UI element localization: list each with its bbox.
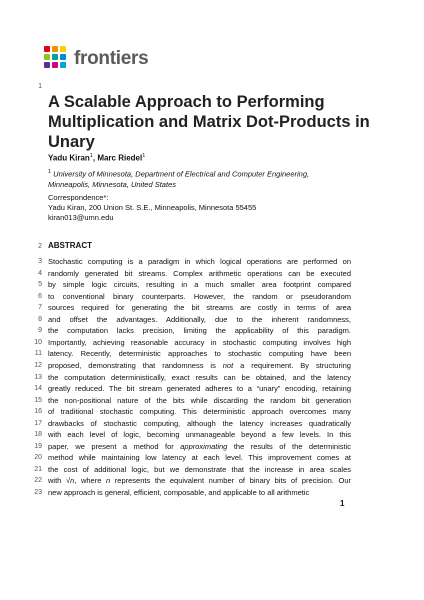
abstract-italic-text: approximating — [180, 441, 228, 451]
line-number: 10 — [34, 338, 42, 346]
abstract-line — [48, 372, 351, 384]
line-number: 7 — [38, 304, 42, 312]
line-number: 3 — [38, 258, 42, 265]
abstract-text: latency. Recently, deterministic approaches to stochastic computing have been — [48, 349, 351, 359]
abstract-text: greatly reduced. The bit stream generated adheres to a “unary” encoding, retaining — [48, 384, 351, 394]
line-number: 21 — [34, 465, 42, 473]
logo-square — [44, 54, 50, 60]
abstract-text: of traditional stochastic computing. This deterministic approach overcomes many — [48, 407, 351, 417]
logo-square — [52, 62, 58, 68]
line-number: 6 — [38, 292, 42, 300]
affiliation-marker: 1 — [48, 169, 52, 175]
line-number: 14 — [34, 385, 42, 393]
author-name: Yadu Kiran — [48, 153, 90, 163]
abstract-text: drawbacks of stochastic computing, although the latency increases quadratically — [48, 418, 351, 428]
abstract-text: the cost of additional logic, but we demonstrate that the increase in area scales — [48, 464, 351, 474]
affiliation-line-2: Minneapolis, Minnesota, United States — [48, 179, 176, 189]
correspondence-label: Correspondence*: — [48, 193, 109, 202]
line-number: 13 — [34, 373, 42, 381]
logo-square — [60, 46, 66, 52]
line-number: 15 — [34, 396, 42, 404]
logo-square — [44, 46, 50, 52]
abstract-line — [48, 314, 351, 326]
abstract-text: proposed, demonstrating that randomness is — [48, 360, 223, 370]
abstract-text: Importantly, achieving reasonable accuracy in stochastic computing involves high — [48, 337, 351, 347]
line-number: 20 — [34, 454, 42, 462]
abstract-text: the computation lacks precision, limiting the applicability of this paradigm. — [48, 326, 351, 336]
author-list — [48, 153, 145, 163]
abstract-text: paper, we present a method for — [48, 441, 181, 451]
abstract-line — [48, 441, 351, 453]
abstract-line — [48, 256, 351, 268]
line-number: 11 — [34, 350, 42, 358]
affiliation-line-1: University of Minnesota, Department of Electrical and Computer Engineering, — [53, 169, 310, 179]
abstract-italic-text: √n — [65, 476, 75, 486]
logo-square — [60, 62, 66, 68]
abstract-text: with — [48, 476, 66, 486]
logo-wordmark: frontiers — [74, 48, 149, 69]
line-number: 8 — [38, 315, 42, 323]
line-number: 17 — [34, 419, 42, 427]
frontiers-logo-mark-icon — [44, 46, 70, 72]
page-number: 1 — [340, 499, 345, 508]
affiliation — [48, 167, 368, 190]
author-name: Marc Riedel — [97, 153, 143, 163]
abstract-text: and offset the advantages. Additionally, due to the inherent randomness, — [48, 314, 351, 324]
abstract-text: to conventional binary counterparts. However, the random or pseudorandom — [48, 291, 351, 301]
author-affiliation-marker: 1 — [89, 153, 93, 159]
abstract-text: the results of the deterministic — [227, 441, 351, 451]
abstract-text: a requirement. By structuring — [233, 360, 351, 370]
abstract-italic-text: not — [222, 360, 234, 370]
line-number: 23 — [34, 489, 42, 496]
line-number: 16 — [34, 408, 42, 416]
abstract-line — [48, 429, 351, 441]
abstract-line — [48, 383, 351, 395]
abstract-line — [48, 325, 351, 337]
correspondence-email: kiran013@umn.edu — [48, 213, 114, 222]
abstract-italic-text: n — [106, 476, 111, 486]
line-number: 19 — [34, 442, 42, 450]
logo-square — [52, 46, 58, 52]
abstract-line — [48, 418, 351, 430]
line-number: 4 — [38, 269, 42, 277]
logo-square — [52, 54, 58, 60]
abstract-line — [48, 348, 351, 360]
correspondence — [48, 193, 368, 223]
abstract-text: method while maintaining low latency at each level. This improvement comes at — [48, 453, 351, 463]
abstract-text: new approach is general, efficient, composable, and applicable to all arithmetic — [48, 488, 310, 497]
line-number: 18 — [34, 431, 42, 439]
author-separator: , — [92, 153, 98, 163]
abstract-text: sources required for generating the bit streams are costly in terms of area — [48, 303, 351, 313]
paper-title: A Scalable Approach to Performing Multiplication and Matrix Dot-Products in Unary — [48, 93, 370, 151]
abstract-line — [48, 395, 351, 407]
abstract-line — [48, 487, 351, 499]
abstract-text: with each level of logic, becoming unmanageable beyond a few levels. In this — [48, 430, 351, 440]
line-number: 9 — [38, 327, 42, 335]
abstract-line — [48, 302, 351, 314]
abstract-line — [48, 464, 351, 476]
abstract-line — [48, 475, 351, 487]
abstract-text: represents the equivalent number of binary bits of precision. Our — [110, 476, 352, 486]
abstract-line — [48, 360, 351, 372]
abstract-line — [48, 406, 351, 418]
abstract-line — [48, 279, 351, 291]
abstract-text: Stochastic computing is a paradigm in which logical operations are performed on — [48, 257, 351, 266]
correspondence-address: Yadu Kiran, 200 Union St. S.E., Minneapolis, Minnesota 55455 — [48, 203, 257, 212]
abstract-heading: ABSTRACT — [48, 241, 92, 250]
line-number: 5 — [38, 281, 42, 289]
abstract-line — [48, 268, 351, 280]
logo-square — [44, 62, 50, 68]
abstract-text: the non-positional nature of the bits while discarding the random bit generation — [48, 395, 351, 405]
frontiers-logo — [44, 46, 148, 72]
logo-square — [60, 54, 66, 60]
abstract-text: , where — [74, 476, 106, 486]
line-number: 1 — [38, 83, 42, 90]
abstract-text: randomly generated bit streams. Complex arithmetic operations can be executed — [48, 268, 351, 278]
abstract-text: the computation deterministically, exact results can be obtained, and the latency — [48, 372, 351, 382]
author-affiliation-marker: 1 — [142, 153, 146, 159]
line-number: 2 — [38, 243, 42, 250]
line-number: 22 — [34, 477, 42, 485]
abstract-line — [48, 452, 351, 464]
abstract-text: by simple logic circuits, resulting in a much smaller area footprint compared — [48, 280, 351, 290]
abstract-line — [48, 337, 351, 349]
line-number: 12 — [34, 361, 42, 369]
abstract-line — [48, 291, 351, 303]
